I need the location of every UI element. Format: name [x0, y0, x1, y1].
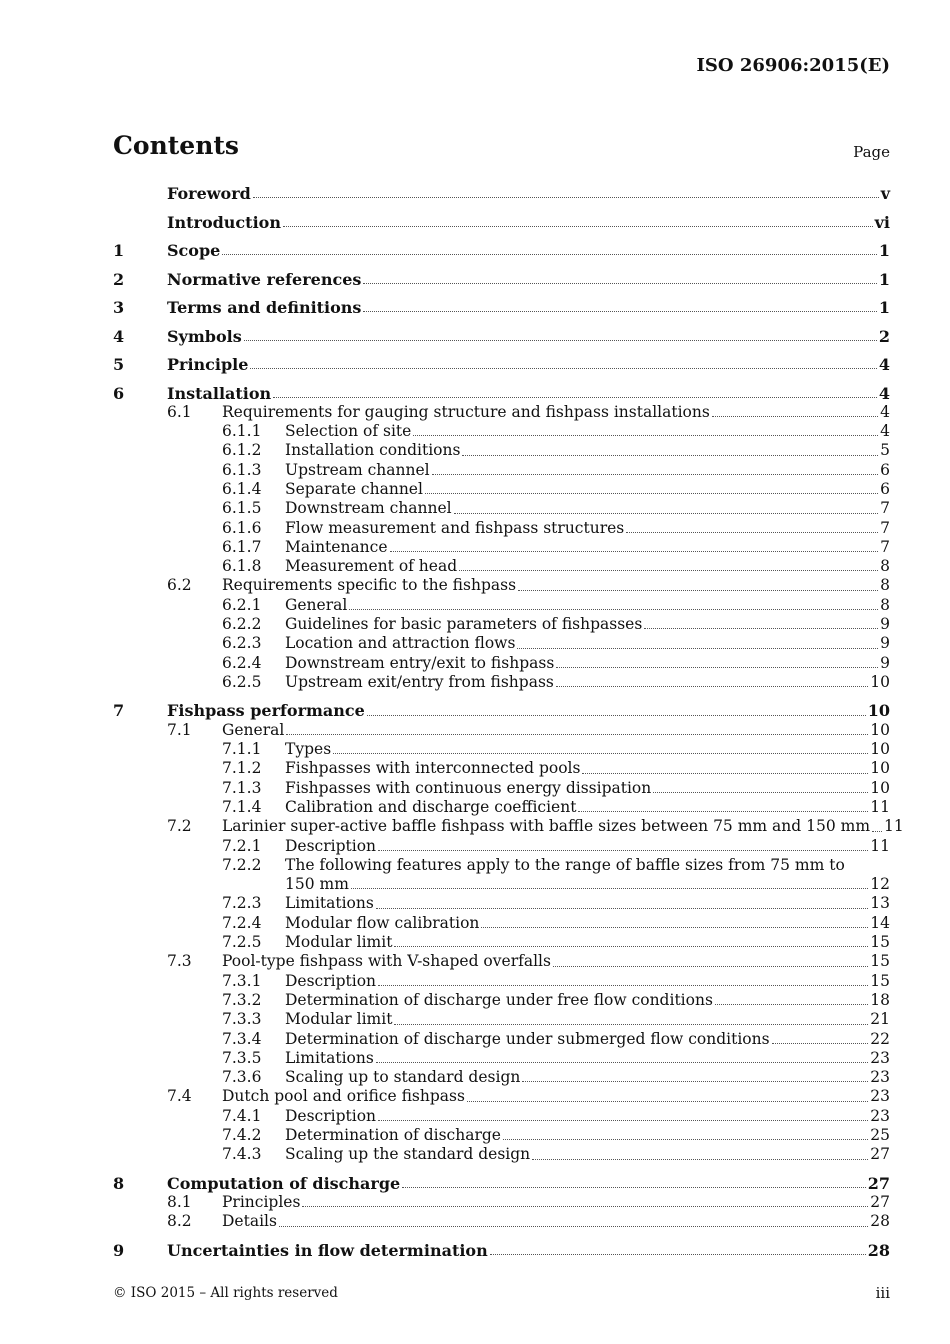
- toc-entry-title: Requirements specific to the fishpass: [222, 576, 517, 595]
- toc-entry-number: 7.3.1: [222, 971, 262, 990]
- toc-entry[interactable]: [113, 1068, 890, 1087]
- toc-entry-number: 7.2: [167, 817, 192, 836]
- toc-leader-dots: [286, 734, 868, 735]
- toc-entry[interactable]: [113, 615, 890, 634]
- toc-entry[interactable]: [113, 1049, 890, 1068]
- toc-entry-page: 14: [870, 913, 890, 932]
- toc-entry-number: 6.1.7: [222, 537, 262, 556]
- toc-leader-dots: [378, 1120, 868, 1121]
- toc-entry-title: Upstream channel: [285, 460, 430, 479]
- toc-entry[interactable]: [113, 289, 890, 318]
- toc-entry[interactable]: [113, 441, 890, 460]
- toc-entry-number: 7.3.6: [222, 1068, 262, 1087]
- toc-entry[interactable]: [113, 1010, 890, 1029]
- toc-entry[interactable]: [113, 260, 890, 289]
- toc-entry[interactable]: [113, 232, 890, 261]
- toc-entry-page: 13: [870, 894, 890, 913]
- toc-leader-dots: [644, 628, 878, 629]
- toc-leader-dots: [712, 416, 878, 417]
- toc-entry-title: General: [222, 720, 285, 739]
- toc-entry-number: 7.4: [167, 1087, 192, 1106]
- toc-entry-title: The following features apply to the range of baffle sizes from 75 mm to: [285, 855, 845, 874]
- toc-leader-dots: [462, 455, 878, 456]
- toc-entry-number: 6.2.5: [222, 672, 262, 691]
- toc-leader-dots: [363, 283, 876, 284]
- toc-entry-number: 7.1.4: [222, 797, 262, 816]
- toc-leader-dots: [454, 513, 878, 514]
- toc-entry-number: 7.2.3: [222, 894, 262, 913]
- toc-leader-dots: [481, 927, 868, 928]
- toc-entry-page: 11: [884, 817, 904, 836]
- toc-entry-number: 6.1.1: [222, 422, 262, 441]
- toc-leader-dots: [367, 715, 866, 716]
- toc-leader-dots: [503, 1139, 868, 1140]
- page-column-label: Page: [853, 143, 890, 161]
- toc-entry-title: Flow measurement and fishpass structures: [285, 518, 625, 537]
- toc-entry[interactable]: [113, 403, 890, 422]
- toc-entry-title: Scaling up to standard design: [285, 1068, 521, 1087]
- toc-entry[interactable]: [113, 1126, 890, 1145]
- toc-entry-number: 7.4.1: [222, 1106, 262, 1125]
- toc-entry[interactable]: [113, 673, 890, 692]
- toc-entry-number: 4: [113, 326, 125, 346]
- toc-entry-title: Modular limit: [285, 933, 393, 952]
- toc-entry-page: 10: [867, 701, 890, 721]
- toc-entry[interactable]: [113, 1030, 890, 1049]
- toc-entry-page: 4: [880, 402, 890, 421]
- toc-entry[interactable]: [113, 837, 890, 856]
- toc-entry-number: 7.3.5: [222, 1048, 262, 1067]
- toc-entry-title: Principles: [222, 1193, 301, 1212]
- toc-entry-title: Dutch pool and orifice fishpass: [222, 1087, 465, 1106]
- toc-leader-dots: [253, 197, 879, 198]
- toc-entry-number: 8.2: [167, 1212, 192, 1231]
- toc-entry[interactable]: [113, 740, 890, 759]
- toc-entry-page: 7: [880, 499, 890, 518]
- toc-entry[interactable]: [113, 1087, 890, 1106]
- toc-entry-title: Separate channel: [285, 479, 423, 498]
- toc-entry-title: Larinier super-active baffle fishpass with baffle sizes between 75 mm and 150 mm: [222, 817, 871, 836]
- toc-entry-title: Installation: [167, 383, 272, 403]
- toc-leader-dots: [532, 1159, 868, 1160]
- toc-entry-title: Foreword: [167, 184, 251, 203]
- toc-entry-page: 25: [870, 1125, 890, 1144]
- toc-entry[interactable]: [113, 1232, 890, 1261]
- toc-leader-dots: [349, 609, 878, 610]
- toc-entry-number: 7.4.2: [222, 1125, 262, 1144]
- toc-entry-page: 23: [870, 1106, 890, 1125]
- toc-entry-number: 6.2.1: [222, 595, 262, 614]
- toc-entry-page: 7: [880, 537, 890, 556]
- toc-entry-number: 6.1.2: [222, 441, 262, 460]
- toc-leader-dots: [378, 850, 868, 851]
- toc-entry-number: 7.1.2: [222, 759, 262, 778]
- toc-leader-dots: [279, 1226, 868, 1227]
- toc-entry-number: 7.2.5: [222, 933, 262, 952]
- toc-entry[interactable]: [113, 1193, 890, 1212]
- toc-entry[interactable]: [113, 817, 904, 836]
- toc-entry-page: 6: [880, 479, 890, 498]
- toc-entry-title: Maintenance: [285, 537, 388, 556]
- toc-entry-page: 1: [878, 298, 890, 317]
- toc-entry[interactable]: [113, 184, 890, 203]
- toc-entry-number: 7.4.3: [222, 1145, 262, 1164]
- toc-entry-title: Fishpasses with continuous energy dissipation: [285, 778, 652, 797]
- toc-entry-page: 10: [870, 720, 890, 739]
- toc-entry-title: Introduction: [167, 212, 281, 232]
- toc-entry-title: Types: [285, 740, 332, 759]
- toc-entry[interactable]: [113, 461, 890, 480]
- toc-entry-title: Modular limit: [285, 1010, 393, 1029]
- toc-entry-title: Downstream channel: [285, 499, 452, 518]
- toc-entry-page: 7: [880, 518, 890, 537]
- page-title: Contents: [113, 131, 240, 160]
- toc-entry-number: 7.3.2: [222, 990, 262, 1009]
- page-number: iii: [875, 1284, 890, 1302]
- toc-entry-page: 4: [878, 355, 890, 374]
- toc-entry-title: Determination of discharge: [285, 1125, 501, 1144]
- toc-leader-dots: [402, 1187, 866, 1188]
- toc-leader-dots: [490, 1254, 866, 1255]
- toc-leader-dots: [273, 397, 877, 398]
- toc-entry[interactable]: [113, 933, 890, 952]
- toc-entry-title: Normative references: [167, 269, 362, 289]
- toc-entry[interactable]: [113, 374, 890, 403]
- toc-entry[interactable]: [113, 798, 890, 817]
- toc-leader-dots: [459, 570, 878, 571]
- toc-entry-title: Determination of discharge under submerged flow conditions: [285, 1029, 770, 1048]
- toc-leader-dots: [363, 311, 876, 312]
- toc-entry-title: Uncertainties in flow determination: [167, 1240, 488, 1260]
- toc-entry-number: 5: [113, 355, 125, 374]
- toc-entry-page: 28: [870, 1212, 890, 1231]
- toc-leader-dots: [333, 753, 868, 754]
- toc-leader-dots: [653, 792, 868, 793]
- toc-entry[interactable]: [113, 1107, 890, 1126]
- toc-leader-dots: [578, 811, 868, 812]
- toc-entry-page: 1: [878, 241, 890, 260]
- toc-entry-number: 7.1.1: [222, 740, 262, 759]
- toc-entry-title: Modular flow calibration: [285, 913, 480, 932]
- toc-entry[interactable]: [113, 557, 890, 576]
- toc-leader-dots: [715, 1004, 868, 1005]
- toc-entry-page: v: [880, 184, 890, 203]
- toc-entry-number: 6.1.6: [222, 518, 262, 537]
- toc-entry-page: 27: [870, 1193, 890, 1212]
- toc-entry[interactable]: [113, 972, 890, 991]
- toc-leader-dots: [244, 340, 877, 341]
- toc-entry-page: 8: [880, 595, 890, 614]
- toc-entry-page: 15: [870, 971, 890, 990]
- toc-entry-page: 15: [870, 933, 890, 952]
- toc-entry-page: 5: [880, 441, 890, 460]
- toc-leader-dots: [522, 1081, 868, 1082]
- toc-entry-title: Selection of site: [285, 422, 412, 441]
- toc-leader-dots: [390, 551, 879, 552]
- toc-entry-title: Description: [285, 836, 377, 855]
- toc-entry-title: Limitations: [285, 1048, 374, 1067]
- table-of-contents: [113, 184, 904, 1260]
- toc-entry[interactable]: [113, 721, 890, 740]
- toc-entry-page: 10: [870, 740, 890, 759]
- toc-entry[interactable]: [113, 759, 890, 778]
- toc-leader-dots: [556, 686, 868, 687]
- toc-entry[interactable]: [113, 856, 890, 875]
- toc-entry-title: Limitations: [285, 894, 374, 913]
- toc-entry-title: Guidelines for basic parameters of fishpasses: [285, 615, 643, 634]
- toc-leader-dots: [302, 1206, 868, 1207]
- toc-entry-number: 7.3: [167, 952, 192, 971]
- toc-leader-dots: [872, 831, 882, 832]
- toc-entry-page: 18: [870, 990, 890, 1009]
- toc-entry[interactable]: [113, 596, 890, 615]
- toc-entry-page: 10: [870, 778, 890, 797]
- toc-entry[interactable]: [113, 952, 890, 971]
- toc-entry-title: Location and attraction flows: [285, 634, 516, 653]
- toc-entry[interactable]: [113, 203, 890, 232]
- toc-leader-dots: [376, 1062, 868, 1063]
- toc-entry[interactable]: [113, 914, 890, 933]
- toc-entry-page: 23: [870, 1068, 890, 1087]
- toc-entry-number: 2: [113, 269, 125, 289]
- toc-entry-title: Pool-type fishpass with V-shaped overfalls: [222, 952, 551, 971]
- toc-entry-title: Fishpass performance: [167, 701, 365, 721]
- toc-entry-page: 8: [880, 557, 890, 576]
- toc-entry[interactable]: [113, 894, 890, 913]
- toc-entry-number: 6.1.5: [222, 499, 262, 518]
- toc-leader-dots: [250, 368, 876, 369]
- toc-leader-dots: [517, 648, 878, 649]
- toc-entry-page: 2: [878, 326, 890, 346]
- toc-entry-number: 7.1: [167, 720, 192, 739]
- toc-entry-page: 15: [870, 952, 890, 971]
- toc-entry-number: 6.1: [167, 402, 192, 421]
- toc-entry-page: 10: [870, 759, 890, 778]
- toc-entry[interactable]: [113, 422, 890, 441]
- toc-leader-dots: [772, 1043, 869, 1044]
- toc-leader-dots: [378, 985, 868, 986]
- toc-entry-number: 7.2.4: [222, 913, 262, 932]
- toc-entry[interactable]: [113, 317, 890, 346]
- toc-entry-page: 6: [880, 460, 890, 479]
- toc-entry-title: Computation of discharge: [167, 1173, 401, 1193]
- toc-entry-number: 7.3.4: [222, 1029, 262, 1048]
- toc-entry[interactable]: [113, 634, 890, 653]
- toc-entry-number: 1: [113, 241, 125, 260]
- toc-entry-number: 3: [113, 298, 125, 317]
- toc-entry[interactable]: [113, 499, 890, 518]
- toc-leader-dots: [413, 435, 878, 436]
- toc-entry-page: 8: [880, 576, 890, 595]
- toc-entry[interactable]: [113, 519, 890, 538]
- toc-entry-continuation[interactable]: [113, 875, 890, 894]
- toc-leader-dots: [556, 667, 878, 668]
- toc-leader-dots: [553, 966, 868, 967]
- toc-entry-title: Principle: [167, 355, 249, 374]
- toc-leader-dots: [425, 493, 878, 494]
- toc-leader-dots: [518, 590, 878, 591]
- toc-entry-title-continued: 150 mm: [285, 875, 349, 894]
- toc-entry-title: Requirements for gauging structure and fishpass installations: [222, 402, 710, 421]
- toc-entry-title: Fishpasses with interconnected pools: [285, 759, 581, 778]
- toc-entry-page: 21: [870, 1010, 890, 1029]
- toc-leader-dots: [394, 1024, 868, 1025]
- toc-entry-title: Determination of discharge under free flow conditions: [285, 990, 713, 1009]
- standard-designation: ISO 26906:2015(E): [696, 55, 890, 76]
- toc-entry-page: 22: [870, 1029, 890, 1048]
- toc-entry-number: 6.1.4: [222, 479, 262, 498]
- toc-entry-number: 6.2: [167, 576, 192, 595]
- copyright-notice: © ISO 2015 – All rights reserved: [113, 1285, 338, 1301]
- toc-entry-title: Scope: [167, 241, 221, 260]
- toc-entry-number: 6.1.3: [222, 460, 262, 479]
- toc-entry-page: 4: [880, 422, 890, 441]
- toc-entry-page: 27: [870, 1145, 890, 1164]
- toc-entry-page: vi: [874, 212, 890, 232]
- toc-entry-number: 7.2.2: [222, 855, 262, 874]
- toc-entry[interactable]: [113, 692, 890, 721]
- toc-entry-title: Scaling up the standard design: [285, 1145, 531, 1164]
- toc-entry[interactable]: [113, 538, 890, 557]
- toc-entry-number: 6: [113, 383, 125, 403]
- toc-entry-title: Installation conditions: [285, 441, 461, 460]
- toc-entry-page: 9: [880, 615, 890, 634]
- toc-entry-number: 7.1.3: [222, 778, 262, 797]
- toc-entry-title: General: [285, 595, 348, 614]
- toc-entry-page: 28: [867, 1240, 890, 1260]
- toc-entry-page: 11: [870, 797, 890, 816]
- toc-entry-page: 1: [878, 269, 890, 289]
- toc-entry[interactable]: [113, 480, 890, 499]
- toc-entry-page: 23: [870, 1087, 890, 1106]
- toc-entry-page: 12: [870, 875, 890, 894]
- toc-entry-page: 4: [878, 383, 890, 403]
- toc-entry-page: 11: [870, 836, 890, 855]
- toc-leader-dots: [283, 226, 873, 227]
- toc-entry[interactable]: [113, 991, 890, 1010]
- toc-entry-page: 9: [880, 653, 890, 672]
- toc-leader-dots: [222, 254, 877, 255]
- toc-entry-number: 6.2.3: [222, 634, 262, 653]
- toc-entry-title: Measurement of head: [285, 557, 458, 576]
- toc-entry-page: 9: [880, 634, 890, 653]
- toc-entry-number: 8.1: [167, 1193, 192, 1212]
- toc-leader-dots: [582, 773, 868, 774]
- toc-entry[interactable]: [113, 1145, 890, 1164]
- toc-entry-number: 6.2.2: [222, 615, 262, 634]
- toc-entry-page: 27: [867, 1173, 890, 1193]
- toc-entry[interactable]: [113, 779, 890, 798]
- toc-leader-dots: [626, 532, 878, 533]
- toc-entry-title: Symbols: [167, 326, 242, 346]
- toc-entry-title: Description: [285, 971, 377, 990]
- toc-entry[interactable]: [113, 1212, 890, 1231]
- toc-entry-number: 7.2.1: [222, 836, 262, 855]
- toc-entry[interactable]: [113, 346, 890, 375]
- toc-entry-page: 23: [870, 1048, 890, 1067]
- toc-entry[interactable]: [113, 1165, 890, 1194]
- toc-leader-dots: [432, 474, 879, 475]
- toc-entry-number: 7: [113, 701, 125, 721]
- toc-entry-number: 7.3.3: [222, 1010, 262, 1029]
- toc-leader-dots: [394, 946, 868, 947]
- toc-entry-title: Upstream exit/entry from fishpass: [285, 672, 554, 691]
- toc-entry-title: Downstream entry/exit to fishpass: [285, 653, 555, 672]
- toc-entry-number: 6.1.8: [222, 557, 262, 576]
- toc-entry[interactable]: [113, 576, 890, 595]
- toc-entry-title: Description: [285, 1106, 377, 1125]
- toc-entry-title: Terms and definitions: [167, 298, 362, 317]
- toc-entry-number: 9: [113, 1240, 125, 1260]
- toc-entry-title: Calibration and discharge coefficient: [285, 797, 577, 816]
- toc-entry[interactable]: [113, 654, 890, 673]
- toc-entry-number: 6.2.4: [222, 653, 262, 672]
- toc-entry-number: 8: [113, 1173, 125, 1193]
- toc-entry-page: 10: [870, 672, 890, 691]
- toc-leader-dots: [351, 888, 868, 889]
- toc-leader-dots: [467, 1101, 868, 1102]
- toc-leader-dots: [376, 908, 868, 909]
- toc-entry-title: Details: [222, 1212, 277, 1231]
